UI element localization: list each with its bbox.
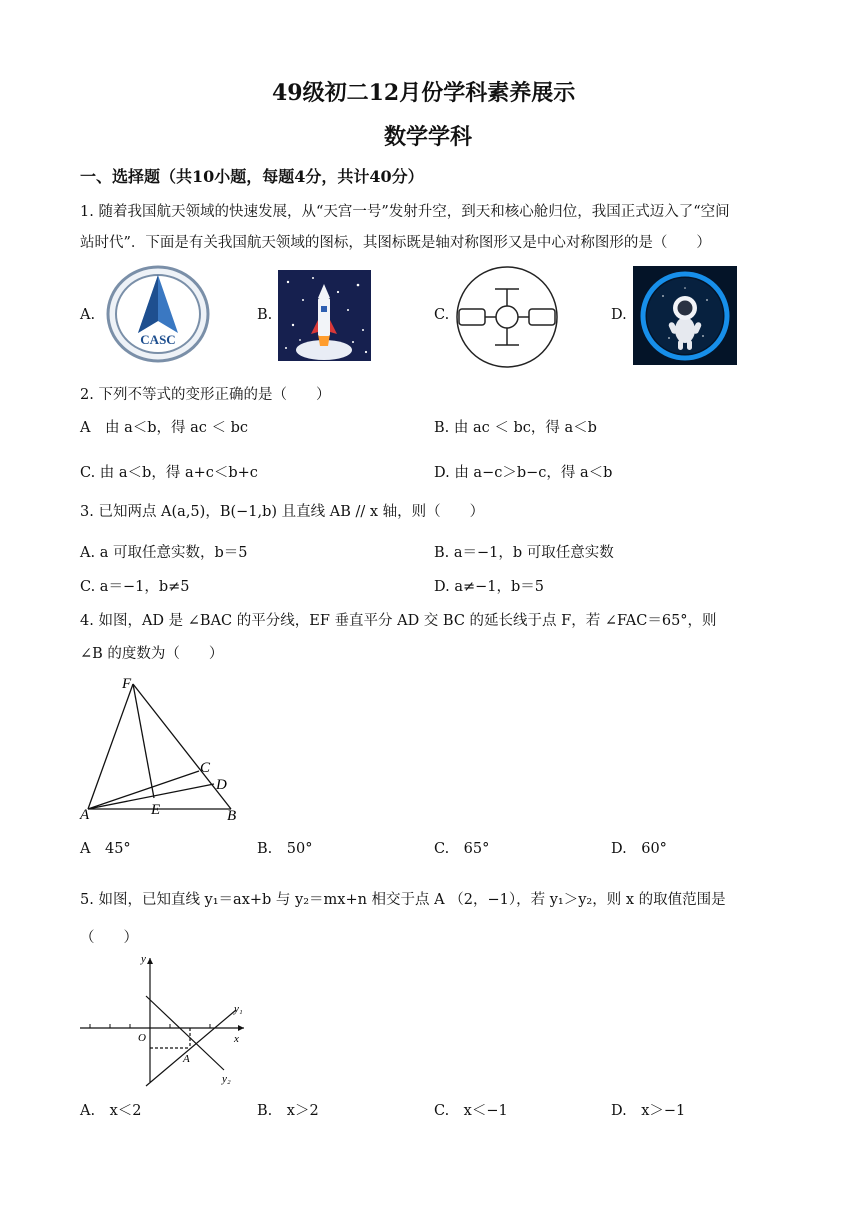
q3-option-b: B. a＝−1，b 可取任意实数: [434, 545, 614, 561]
label-c: C: [200, 760, 211, 776]
q4-stem-line1: 4. 如图，AD 是 ∠BAC 的平分线，EF 垂直平分 AD 交 BC 的延长线于点 F，若 ∠FAC＝65°，则: [80, 613, 717, 629]
label-a: A: [183, 1053, 190, 1065]
q2-option-b: B. 由 ac ＜ bc，得 a＜b: [434, 420, 597, 436]
q2-option-a: A 由 a＜b，得 ac ＜ bc: [80, 420, 249, 436]
q4-option-b: B. 50°: [257, 841, 313, 857]
section-heading: 一、选择题（共10小题，每题4分，共计40分）: [80, 167, 424, 186]
label-x: x: [234, 1033, 239, 1045]
q3-option-c: C. a＝−1，b≠5: [80, 579, 190, 595]
q1-option-c-label: C.: [434, 307, 450, 323]
q4-option-c: C. 65°: [434, 841, 490, 857]
label-o: O: [138, 1032, 146, 1044]
label-b: B: [227, 808, 237, 824]
q2-option-c: C. 由 a＜b，得 a+c＜b+c: [80, 465, 258, 481]
astronaut-icon: [633, 266, 737, 365]
casc-logo-text: CASC: [140, 332, 176, 347]
q4-triangle-figure: [74, 668, 254, 826]
q1-option-b-label: B.: [257, 307, 273, 323]
q5-paren: （ ）: [80, 930, 138, 946]
label-e: E: [151, 802, 161, 818]
label-y2: y₂: [222, 1073, 231, 1085]
q4-option-d: D. 60°: [611, 841, 667, 857]
label-y1: y₁: [234, 1003, 243, 1015]
q5-option-d: D. x＞−1: [611, 1103, 686, 1119]
label-d: D: [216, 777, 227, 793]
page-subtitle: 数学学科: [384, 124, 473, 150]
q5-line-graph: [74, 950, 254, 1090]
q5-stem: 5. 如图，已知直线 y₁＝ax+b 与 y₂＝mx+n 相交于点 A （2，−1），若 y₁＞y₂，则 x 的取值范围是: [80, 892, 726, 908]
q5-option-c: C. x＜−1: [434, 1103, 508, 1119]
q3-stem: 3. 已知两点 A(a,5)，B(−1,b) 且直线 AB // x 轴，则（ ）: [80, 504, 485, 520]
q5-option-b: B. x＞2: [257, 1103, 319, 1119]
q1-option-d-label: D.: [611, 307, 627, 323]
page-title: 49级初二12月份学科素养展示: [272, 80, 576, 106]
label-a: A: [80, 807, 90, 823]
label-y: y: [141, 953, 146, 965]
rocket-launch-icon: [278, 270, 371, 361]
label-f: F: [122, 676, 132, 692]
q1-stem-line1: 1. 随着我国航天领域的快速发展，从“天宫一号”发射升空，到天和核心舱归位，我国正式迈入了“空间: [80, 204, 730, 220]
q3-option-a: A. a 可取任意实数，b＝5: [80, 545, 248, 561]
q5-option-a: A. x＜2: [80, 1103, 142, 1119]
space-station-icon: [455, 265, 559, 369]
q2-option-d: D. 由 a−c＞b−c，得 a＜b: [434, 465, 613, 481]
casc-logo-icon: [106, 265, 210, 363]
q1-option-a-label: A.: [80, 307, 96, 323]
q1-stem-line2: 站时代”．下面是有关我国航天领域的图标，其图标既是轴对称图形又是中心对称图形的是（ ）: [80, 235, 711, 251]
q2-stem: 2. 下列不等式的变形正确的是（ ）: [80, 387, 331, 403]
q4-option-a: A 45°: [80, 841, 131, 857]
q3-option-d: D. a≠−1，b＝5: [434, 579, 545, 595]
q4-stem-line2: ∠B 的度数为（ ）: [80, 646, 224, 662]
segment-fa: [88, 684, 133, 809]
segment-fe: [133, 684, 154, 798]
